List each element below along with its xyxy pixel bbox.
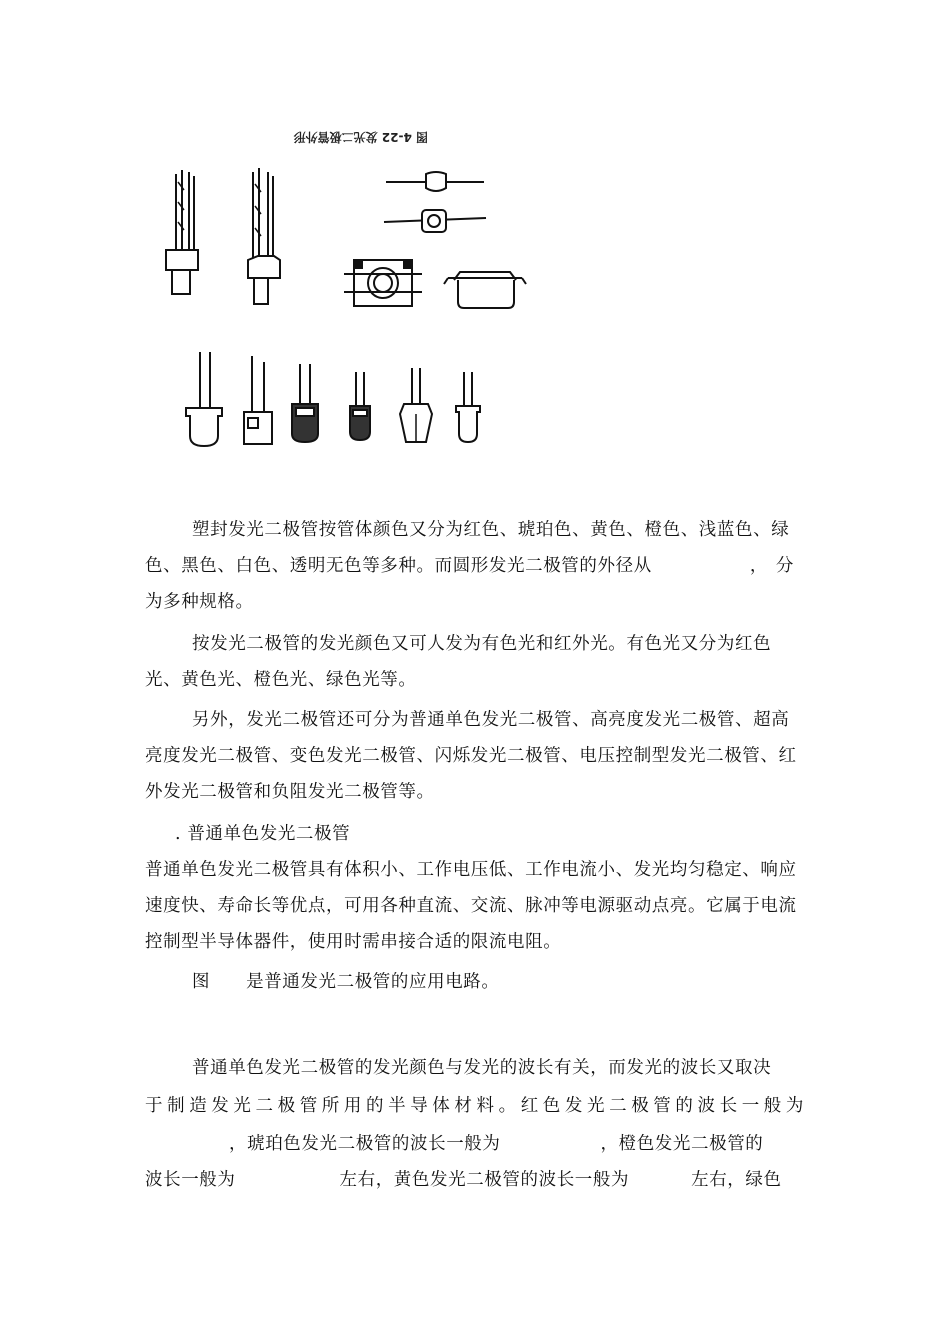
- p6-line-4b: 左右，黄色发光二极管的波长一般为: [339, 1170, 630, 1190]
- tall-led-2: [248, 168, 280, 304]
- p5-text-b: 是普通发光二极管的应用电路。: [246, 972, 500, 992]
- section-heading: . 普通单色发光二极管: [175, 824, 351, 844]
- tall-led-1: [166, 170, 198, 294]
- round-led-1: [186, 352, 222, 446]
- p5-text-a: 图: [192, 972, 211, 992]
- led-shapes-drawing: [148, 122, 532, 462]
- paragraph-5: [192, 964, 792, 1000]
- faceted-led-5: [400, 368, 432, 442]
- round-led-3: [292, 364, 318, 442]
- paragraph-2: 按发光二极管的发光颜色又可人发为有色光和红外光。有色光又分为红色光、黄色光、橙色光、绿色光等。: [145, 634, 772, 690]
- paragraph-1: [145, 512, 807, 620]
- led-figure: [148, 122, 532, 462]
- p1-text-b: ，: [749, 556, 768, 576]
- p6-line-4: [145, 1162, 815, 1198]
- square-led-2: [244, 356, 272, 444]
- p1-text-c: 分为多种规格。: [145, 556, 795, 612]
- axial-led-2: [384, 210, 486, 232]
- p6-line-4c: 左右，绿色: [691, 1170, 782, 1190]
- round-led-6: [456, 372, 480, 442]
- p1-text-a: 塑封发光二极管按管体颜色又分为红色、琥珀色、黄色、橙色、浅蓝色、绿色、黑色、白色、透明无色等多种。而圆形发光二极管的外径从: [145, 520, 790, 576]
- square-module: [344, 260, 422, 306]
- p6-line-3a: ，琥珀色发光二极管的波长一般为: [229, 1134, 501, 1154]
- paragraph-3: 另外，发光二极管还可分为普通单色发光二极管、高亮度发光二极管、超高亮度发光二极管、变色发光二极管、闪烁发光二极管、电压控制型发光二极管、红外发光二极管和负阻发光二极管等。: [145, 710, 797, 802]
- p6-line-3b: ，橙色发光二极管的: [600, 1134, 764, 1154]
- p6-line-1: 普通单色发光二极管的发光颜色与发光的波长有关，而发光的波长又取决: [192, 1058, 772, 1078]
- p6-line-4a: 波长一般为: [145, 1170, 236, 1190]
- p6-line-2: 于制造发光二极管所用的半导体材料。红色发光二极管的波长一般为: [145, 1096, 808, 1116]
- axial-led-1: [386, 172, 484, 191]
- tub-led: [444, 272, 526, 308]
- p6-line-3: [145, 1126, 815, 1162]
- paragraph-4: 普通单色发光二极管具有体积小、工作电压低、工作电流小、发光均匀稳定、响应速度快、寿命长等优点，可用各种直流、交流、脉冲等电源驱动点亮。它属于电流控制型半导体器件，使用时需串接合适的限流电阻。: [145, 860, 797, 952]
- round-led-4: [350, 372, 370, 440]
- figure-caption: 图 4-22 发光二极管外形: [293, 130, 428, 144]
